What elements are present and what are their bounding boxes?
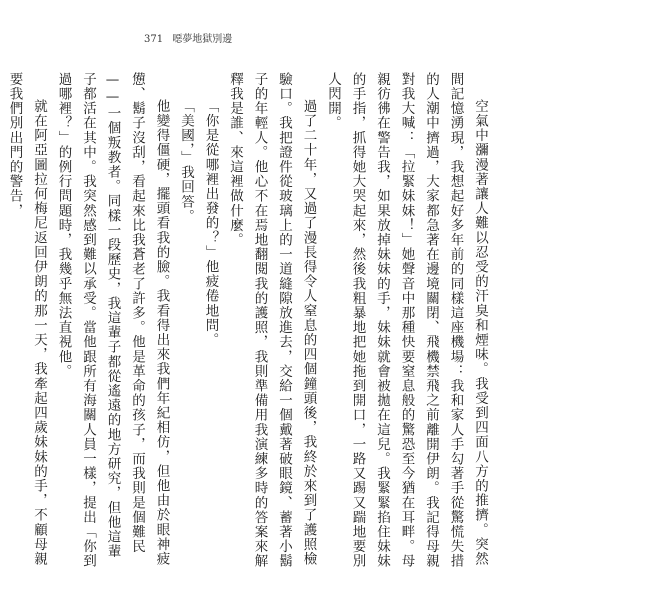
body-text	[6, 72, 492, 572]
paragraph: 「你是從哪裡出發的？」他疲倦地問。	[202, 99, 219, 348]
page-header	[144, 34, 232, 46]
page-number: 371	[144, 34, 164, 45]
paragraph: 就在阿亞圖拉何梅尼返回伊朗的那一天，我牽起四歲妹妹的手，不顧母親要我們別出門的警告，	[6, 72, 47, 567]
paragraph: 空氣中瀰漫著讓人難以忍受的汗臭和煙味。我受到四面八方的推擠。突然間記憶湧現，我想起好多年前的同樣這座機場：我和家人手勾著手從驚慌失措的人潮中擠過，大家都急著在邊境關閉、飛機禁飛之前離開伊朗。我記得母親對我大喊：「拉緊妹妹！」她聲音中那種快要窒息般的驚恐至今猶在耳畔。母親彷彿在警告我，如果放掉妹妹的手，妹妹就會被拋在這兒。我緊緊掐住妹妹的手指，抓得她大哭起來，然後我粗暴地把她拖到開口，一路又踢又踹地要別人閃開。	[325, 72, 488, 569]
paragraph: 過了二十年，又過了漫長得令人窒息的四個鐘頭後，我終於來到了護照檢驗口。我把證件從玻璃上的一道縫隙放進去，交給一個戴著破眼鏡、蓄著小鬍子的年輕人。他心不在焉地翻閱我的護照，我則準備用我演練多時的答案來解釋我是誰、來這裡做什麼。	[227, 72, 317, 569]
running-title: 噁夢地獄別邊	[172, 34, 233, 45]
paragraph: 「美國，」我回答。	[178, 99, 194, 224]
paragraph: 他變得僵硬，擺頭看我的臉。我看得出來我們年紀相仿，但他由於眼神疲憊、鬍子沒刮，看起來比我蒼老了許多。他是革命的孩子，而我則是個難民——一個叛教者。同樣一段歷史，我這輩子都從遙遠的地方研究，但他這輩子都活在其中。我突然感到難以承受。當他跟所有海關人員一樣，提出「你到過哪裡？」的例行問題時，我幾乎無法直視他。	[55, 72, 170, 569]
